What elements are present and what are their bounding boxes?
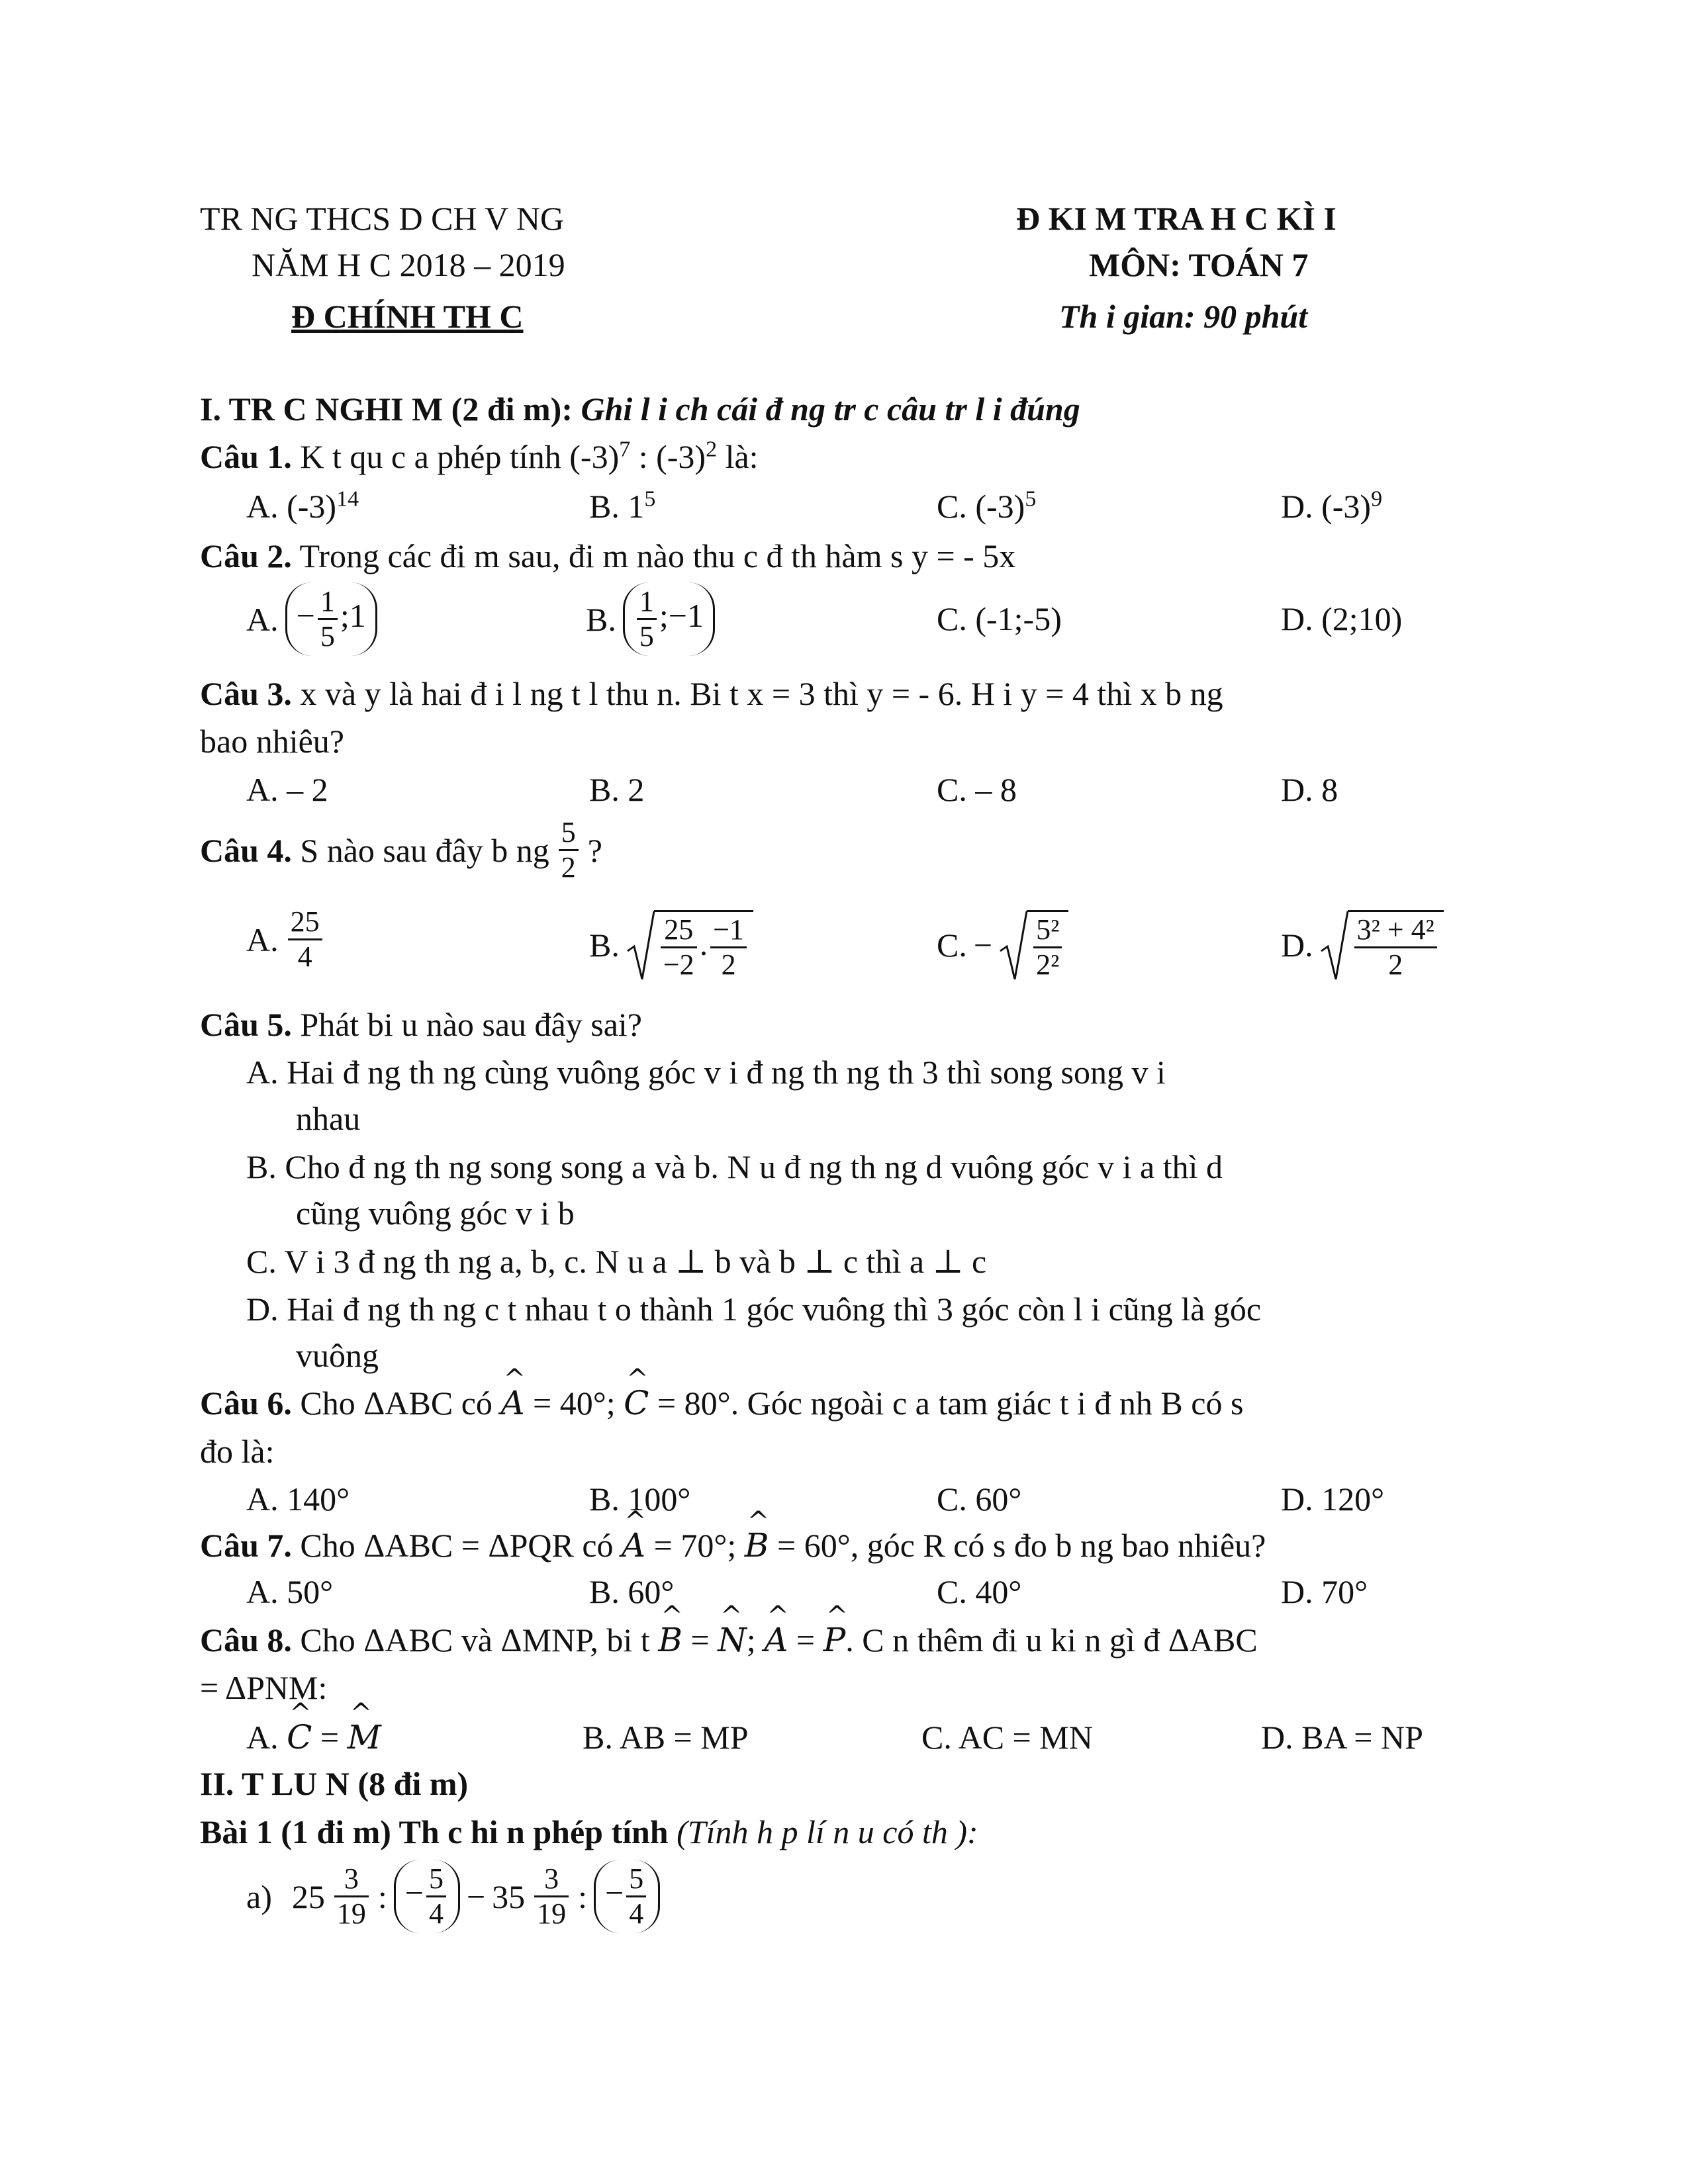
numerator: 25 [661,915,697,948]
question-1 [200,437,759,477]
fraction [661,915,697,980]
fraction [334,1864,369,1929]
denominator: 5 [320,620,335,653]
question-text: = 70°; [645,1527,745,1564]
angle-symbol: ^ M [348,1717,381,1757]
fraction [637,586,657,652]
question-text: = 60°, góc R có s đo b ng bao nhiêu? [769,1527,1266,1564]
equals: = [312,1719,348,1756]
question-6 [200,1383,1243,1423]
fraction [559,817,579,883]
question-text: K t qu c a phép tính (-3) [291,438,620,475]
question-text: x và y là hai đ i l ng t l thu n. Bi t x = 3 thì y = - 6. H i y = 4 thì x b ng [291,675,1223,712]
option-text: A. (-3) [246,488,337,525]
numerator: 5 [559,817,579,851]
denominator: 5 [639,620,654,653]
numerator: −1 [710,915,747,948]
mixed-int: 25 [291,1878,325,1915]
subject-label: MÔN: TOÁN 7 [1089,246,1309,283]
fraction [288,907,322,972]
numerator: 3 [534,1864,569,1897]
square-root [1320,910,1444,980]
exponent: 5 [644,486,656,512]
mixed-int: 35 [492,1878,526,1915]
option-text: D. (-3) [1281,488,1372,525]
divide: : [377,1878,387,1915]
q2-option-a[interactable] [246,582,377,656]
numerator: 3² + 4² [1354,915,1437,948]
minus: − [466,1878,486,1915]
question-label: Câu 4. [200,831,292,869]
time-label: Th i gian: 90 phút [1059,298,1308,335]
angle-symbol: ^ A [500,1383,524,1423]
sign: − [404,1874,424,1912]
school-name: TR NG THCS D CH V NG [200,200,565,237]
question-text: = 80°. Góc ngoài c a tam giác t i đ nh B có s [649,1385,1244,1422]
q5-option-a-cont: nhau [296,1100,361,1137]
coordinate: ;−1 [659,597,704,635]
question-label: Câu 8. [200,1621,292,1659]
question-text: Cho ΔABC = ΔPQR có [291,1527,622,1564]
angle-symbol: ^ N [718,1620,747,1660]
option-label: B. [589,927,620,964]
q4-option-b[interactable] [589,910,753,980]
section-1-title: I. TR C NGHI M (2 đi m): [200,390,573,428]
angle-symbol: ^ B [745,1525,769,1565]
option-text: C. (-3) [937,488,1025,525]
q2-option-b[interactable] [586,582,715,656]
point-bracket [285,582,377,656]
option-text: B. 1 [589,488,645,525]
angle-symbol: ^ C [287,1717,312,1757]
q4-option-c[interactable] [937,910,1068,980]
question-8-line-2: = ΔPNM: [200,1669,328,1706]
question-label: Câu 6. [200,1385,292,1422]
angle-symbol: ^ B [658,1620,682,1660]
question-label: Câu 1. [200,438,292,475]
option-label: A. [246,921,279,958]
exam-title: Đ KI M TRA H C KÌ I [1016,200,1336,237]
fraction [318,586,338,652]
square-root [999,910,1068,980]
separator: ; [746,1621,765,1659]
denominator: 2² [1036,948,1060,981]
fraction [534,1864,569,1929]
question-4 [200,817,602,883]
option-label: D. [1281,927,1313,964]
exercise-label: Bài 1 (1 đi m) Th c hi n phép tính [200,1813,669,1850]
exercise-1a [246,1860,660,1933]
denominator: 2 [1388,948,1403,981]
option-label: C. [937,927,967,964]
multiply-dot: . [699,925,708,963]
divide: : [578,1878,588,1915]
section-2-title: II. T LU N (8 đi m) [200,1765,469,1802]
section-1-instruction: Ghi l i ch cái đ ng tr c câu tr l i đúng [581,390,1080,428]
question-label: Câu 5. [200,1006,292,1043]
question-3 [200,674,1223,713]
denominator: 4 [629,1897,644,1931]
exercise-1 [200,1812,978,1852]
q5-option-b[interactable]: B. Cho đ ng th ng song song a và b. N u đ ng th ng d vuông góc v i a thì d [246,1148,1223,1185]
fraction [710,915,747,980]
denominator: 2 [561,851,576,884]
denominator: 19 [537,1897,567,1931]
radical-sign-icon [626,910,655,980]
question-text: Trong các đi m sau, đi m nào thu c đ th hàm s y = - 5x [291,537,1016,574]
q5-option-d-cont: vuông [296,1337,379,1374]
radical-sign-icon [999,910,1028,980]
square-root [626,910,753,980]
option-label: A. [246,1719,287,1756]
q8-option-a[interactable] [246,1717,381,1757]
q2-option-c[interactable]: C. (-1;-5) [937,600,1062,637]
part-label: a) [246,1878,272,1915]
question-text: là: [717,438,759,475]
q1-option-d[interactable] [1281,486,1382,526]
numerator: 5 [626,1864,646,1897]
sign: − [605,1874,624,1912]
exercise-note: (Tính h p lí n u có th ): [668,1813,978,1850]
question-7 [200,1525,1266,1565]
q5-option-c[interactable]: C. V i 3 đ ng th ng a, b, c. N u a ⊥ b và b ⊥ c thì a ⊥ c [246,1243,987,1280]
exponent: 7 [619,437,631,462]
numerator: 5 [426,1864,446,1897]
q1-option-a[interactable] [246,486,359,526]
q6-option-c[interactable]: C. 60° [937,1480,1022,1518]
bracket [394,1860,460,1933]
q2-option-d[interactable]: D. (2;10) [1281,600,1403,637]
q8-option-d[interactable]: D. BA = NP [1261,1719,1423,1756]
q6-option-d[interactable]: D. 120° [1281,1480,1385,1518]
option-label: A. [246,600,279,638]
exponent: 2 [706,437,718,462]
question-text: Cho ΔABC có [291,1385,501,1422]
official-label: Đ CHÍNH TH C [291,298,524,335]
numerator: 1 [637,586,657,620]
denominator: 2 [721,948,736,981]
section-1-heading [200,389,1080,429]
fraction [626,1864,646,1929]
question-text: = 40°; [524,1385,624,1422]
denominator: 4 [428,1897,444,1931]
question-2 [200,536,1015,576]
question-5 [200,1005,642,1044]
q3-option-d[interactable]: D. 8 [1281,771,1338,808]
exponent: 14 [336,486,359,512]
denominator: 4 [297,940,312,974]
q4-option-d[interactable] [1281,910,1444,980]
q3-option-a[interactable]: A. – 2 [246,771,328,808]
option-label: B. [586,600,616,638]
question-mark: ? [587,831,602,869]
angle-symbol: ^ C [624,1383,649,1423]
question-6-line-2: đo là: [200,1433,275,1470]
question-label: Câu 2. [200,537,292,574]
q3-option-b[interactable]: B. 2 [589,771,645,808]
question-label: Câu 7. [200,1527,292,1564]
q5-option-b-cont: cũng vuông góc v i b [296,1195,575,1232]
question-text: S nào sau đây b ng [291,831,549,869]
q7-option-b[interactable]: B. 60° [589,1573,675,1610]
question-label: Câu 3. [200,675,292,712]
numerator: 25 [288,907,322,940]
equals: = [788,1621,823,1659]
sign: − [973,927,993,964]
fraction [1033,915,1062,980]
numerator: 1 [318,586,338,620]
exponent: 9 [1371,486,1383,512]
coordinate: ;1 [340,597,366,635]
numerator: 5² [1033,915,1062,948]
question-3-line-2: bao nhiêu? [200,723,344,760]
point-bracket [623,582,715,656]
question-8 [200,1620,1258,1660]
angle-symbol: ^ P [823,1620,846,1660]
exponent: 5 [1025,486,1037,512]
q1-option-b[interactable] [589,486,655,526]
numerator: 3 [334,1864,369,1897]
q7-option-c[interactable]: C. 40° [937,1573,1022,1610]
fraction [426,1864,446,1929]
radical-sign-icon [1320,910,1349,980]
bracket [594,1860,660,1933]
q8-option-b[interactable]: B. AB = MP [583,1719,749,1756]
q3-option-c[interactable]: C. – 8 [937,771,1017,808]
angle-symbol: ^ A [622,1525,645,1565]
sign: − [296,597,315,635]
q5-option-a[interactable]: A. Hai đ ng th ng cùng vuông góc v i đ ng th ng th 3 thì song song v i [246,1054,1166,1091]
equals: = [682,1621,718,1659]
angle-symbol: ^ A [764,1620,788,1660]
question-text: : (-3) [630,438,706,475]
fraction [1354,915,1437,980]
q7-option-d[interactable]: D. 70° [1281,1573,1368,1610]
denominator: 19 [336,1897,366,1931]
q6-option-a[interactable]: A. 140° [246,1480,350,1518]
question-text: . C n thêm đi u ki n gì đ ΔABC [845,1621,1258,1659]
question-text: Phát bi u nào sau đây sai? [291,1006,642,1043]
q8-option-c[interactable]: C. AC = MN [921,1719,1093,1756]
school-year: NĂM H C 2018 – 2019 [252,246,565,283]
q5-option-d[interactable]: D. Hai đ ng th ng c t nhau t o thành 1 góc vuông thì 3 góc còn l i cũng là góc [246,1291,1262,1328]
q7-option-a[interactable]: A. 50° [246,1573,334,1610]
q4-option-a[interactable] [246,907,325,972]
q6-option-b[interactable]: B. 100° [589,1480,691,1518]
denominator: −2 [663,948,694,981]
q1-option-c[interactable] [937,486,1036,526]
question-text: Cho ΔABC và ΔMNP, bi t [291,1621,659,1659]
